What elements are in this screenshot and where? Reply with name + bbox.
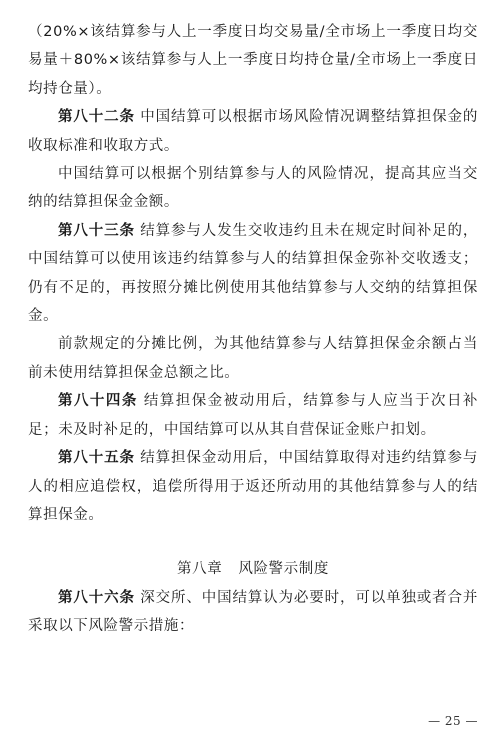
chapter-number: 第八章 [177, 561, 223, 578]
article-title: 第八十二条 [58, 109, 135, 126]
paragraph [28, 330, 478, 387]
article-83 [28, 217, 478, 331]
document-body [28, 18, 478, 641]
article-86 [28, 584, 478, 641]
paragraph-text: 前款规定的分摊比例，为其他结算参与人结算担保金余额占当前未使用结算担保金总额之比。 [28, 336, 478, 381]
article-title: 第八十六条 [58, 589, 135, 606]
article-84 [28, 387, 478, 444]
article-title: 第八十三条 [58, 222, 135, 239]
page-number: — 25 — [428, 714, 478, 728]
article-text: 深交所、中国结算认为必要时，可以单独或者合并采取以下风险警示措施： [28, 589, 478, 635]
paragraph [28, 18, 478, 103]
article-text: 结算参与人发生交收违约且未在规定时间补足的，中国结算可以使用该违约结算参与人的结算担保金弥补交收透支；仍有不足的，再按照分摊比例使用其他结算参与人交纳的结算担保金。 [28, 222, 478, 325]
article-85 [28, 444, 478, 529]
article-text: 结算担保金动用后，中国结算取得对违约结算参与人的相应追偿权，追偿所得用于返还所动用的其他结算参与人的结算担保金。 [28, 450, 478, 523]
paragraph-text: 中国结算可以根据个别结算参与人的风险情况，提高其应当交纳的结算担保金金额。 [28, 166, 478, 211]
paragraph-text: （20%×该结算参与人上一季度日均交易量/全市场上一季度日均交易量＋80%×该结算参与人上一季度日均持仓量/全市场上一季度日均持仓量）。 [28, 24, 478, 97]
spacer [28, 529, 478, 555]
article-text: 结算担保金被动用后，结算参与人应当于次日补足；未及时补足的，中国结算可以从其自营保证金账户扣划。 [28, 393, 479, 438]
chapter-title: 风险警示制度 [238, 561, 329, 578]
article-82 [28, 103, 478, 160]
article-title: 第八十五条 [58, 450, 135, 467]
chapter-heading [28, 555, 478, 583]
article-text: 中国结算可以根据市场风险情况调整结算担保金的收取标准和收取方式。 [28, 109, 478, 154]
paragraph [28, 160, 478, 217]
article-title: 第八十四条 [58, 393, 138, 410]
